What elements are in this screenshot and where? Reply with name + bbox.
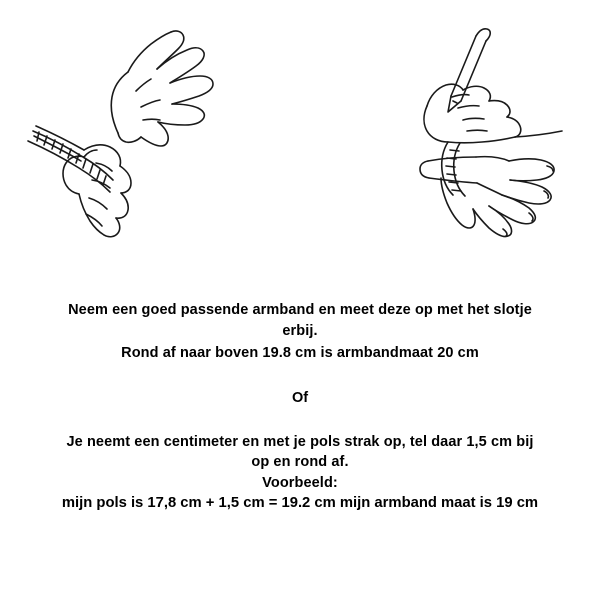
hand-with-tape-measure-and-pen-illustration	[300, 0, 600, 285]
instruction-line: erbij.	[282, 322, 318, 339]
example-calculation-line: mijn pols is 17,8 cm + 1,5 cm = 19.2 cm mijn armband maat is 19 cm	[61, 495, 539, 512]
instruction-line: Neem een goed passende armband en meet deze op met het slotje	[68, 302, 532, 318]
example-label: Voorbeeld:	[262, 474, 338, 491]
instruction-block-method-one	[10, 300, 590, 364]
instruction-block-method-two	[10, 432, 590, 512]
illustration-area	[0, 0, 600, 285]
instruction-line: Je neemt een centimeter en met je pols strak op, tel daar 1,5 cm bij	[66, 433, 534, 450]
instruction-line: op en rond af.	[251, 454, 349, 471]
instruction-line: Rond af naar boven 19.8 cm is armbandmaat 20 cm	[121, 345, 479, 362]
hand-with-bracelet-measuring-illustration	[0, 0, 300, 285]
instructions-text-block	[0, 300, 600, 511]
or-separator-label: Of	[291, 389, 309, 406]
